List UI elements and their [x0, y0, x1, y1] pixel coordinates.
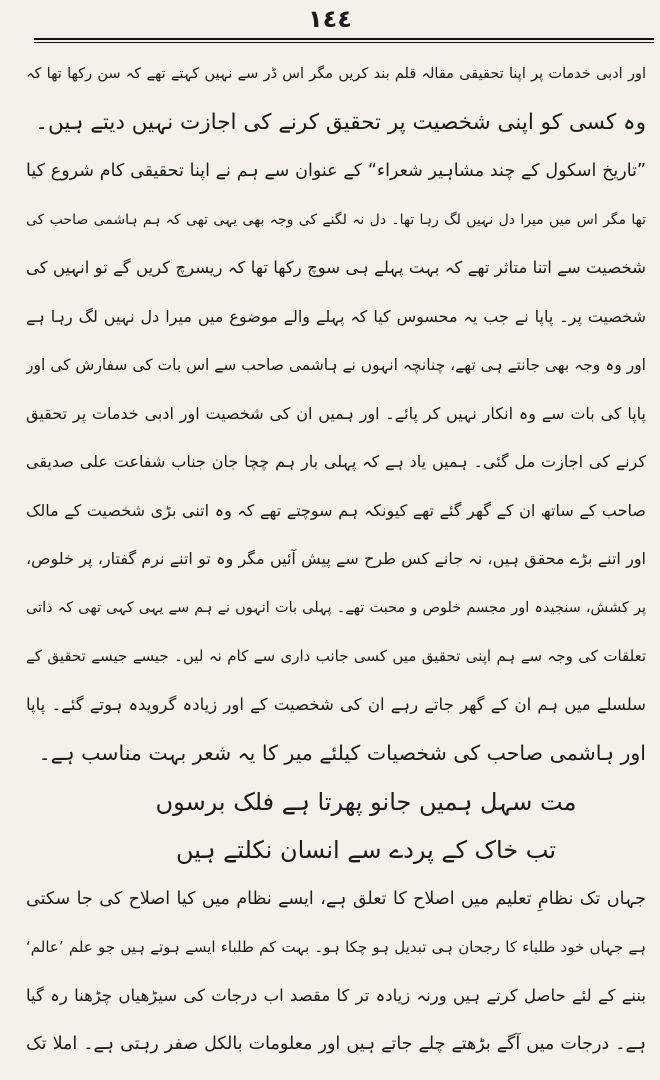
text-line: تعلقات کی وجہ سے ہم اپنی تحقیق میں کسی جانب داری سے کام نہ لیں۔ جیسے جیسے تحقیق کے	[26, 647, 646, 665]
verse-line: تب خاک کے پردے سے انسان نکلتے ہیں	[175, 836, 557, 864]
text-line: کرنے کی اجازت مل گئی۔ ہمیں یاد ہے کہ پہلی بار ہم چچا جان جناب شفاعت علی صدیقی	[26, 452, 646, 471]
text-line: ہے جہاں خود طلباء کا رجحان ہی تبدیل ہو چکا ہو۔ بہت کم طلباء ایسے ہوتے ہیں جو علم ’عالم‘	[26, 938, 646, 956]
text-line: پاپا کی بات سے وہ انکار نہیں کر پائے۔ اور ہمیں ان کی شخصیت اور ادبی خدمات پر تحقیق	[26, 403, 646, 423]
text-line: اور ادبی خدمات پر اپنا تحقیقی مقالہ قلم بند کریں مگر اس ڈر سے نہیں کہتے تھے کہ سن رکھا تھا کہ	[26, 66, 646, 82]
text-line: اور ہاشمی صاحب کی شخصیات کیلئے میر کا یہ شعر بہت مناسب ہے۔	[38, 741, 646, 765]
body-text	[26, 50, 646, 1069]
text-line: بننے کے لئے حاصل کرتے ہیں ورنہ زیادہ تر کا مقصد اب درجات کی سیڑھیاں چڑھنا رہ گیا	[26, 985, 646, 1005]
header-rule	[34, 38, 654, 40]
text-line: سلسلے میں ہم ان کے گھر جاتے رہے ان کی شخصیت کے اور زیادہ گرویدہ ہوتے گئے۔ پاپا	[26, 694, 646, 714]
text-line: شخصیت سے اتنا متاثر تھے کہ بہت پہلے ہی سوچ رکھا تھا کہ ریسرچ کریں گے تو انہیں کی	[26, 258, 646, 277]
page-number: ١٤٤	[308, 5, 352, 33]
text-line: تھا مگر اس میں میرا دل نہیں لگ رہا تھا۔ دل نہ لگنے کی وجہ بھی یہی تھی کہ ہم ہاشمی صاحب کی	[26, 211, 646, 228]
text-line: پر کشش، سنجیدہ اور مجسم خلوص و محبت تھے۔ پہلی بات انہوں نے ہم سے یہی کہی تھی کہ ذاتی	[26, 599, 646, 616]
text-line: شخصیت پر۔ پاپا نے جب یہ محسوس کیا کہ پہلے والے موضوع میں میرا دل نہیں لگ رہا ہے	[26, 306, 646, 326]
text-line: صاحب کے ساتھ ان کے گھر گئے تھے کیونکہ ہم سوچتے تھے کہ وہ اتنی بڑی شخصیت کے مالک	[26, 500, 646, 520]
text-line: وہ کسی کو اپنی شخصیت پر تحقیق کرنے کی اجازت نہیں دیتے ہیں۔	[35, 109, 646, 135]
verse-line: مت سہل ہمیں جانو پھرتا ہے فلک برسوں	[155, 787, 577, 816]
text-line: جہاں تک نظامِ تعلیم میں اصلاح کا تعلق ہے، ایسے نظام میں کیا اصلاح کی جا سکتی	[26, 888, 646, 909]
text-line: ”تاریخ اسکول کے چند مشاہیر شعراء“ کے عنوان سے ہم نے اپنا تحقیقی کام شروع کیا	[26, 161, 646, 181]
text-line: اور اتنے بڑے محقق ہیں، نہ جانے کس طرح سے پیش آئیں مگر وہ تو اتنے نرم گفتار، پر خلوص،	[26, 549, 646, 568]
text-line: اور وہ وجہ بھی جانتے ہی تھے، چنانچہ انہوں نے ہاشمی صاحب سے اس بات کی سفارش کی اور	[26, 356, 646, 374]
header-rule-thin	[34, 42, 654, 43]
text-line: ہے۔ درجات میں آگے بڑھتے چلے جاتے ہیں اور معلومات بالکل صفر رہتی ہے۔ املا تک	[26, 1034, 646, 1054]
